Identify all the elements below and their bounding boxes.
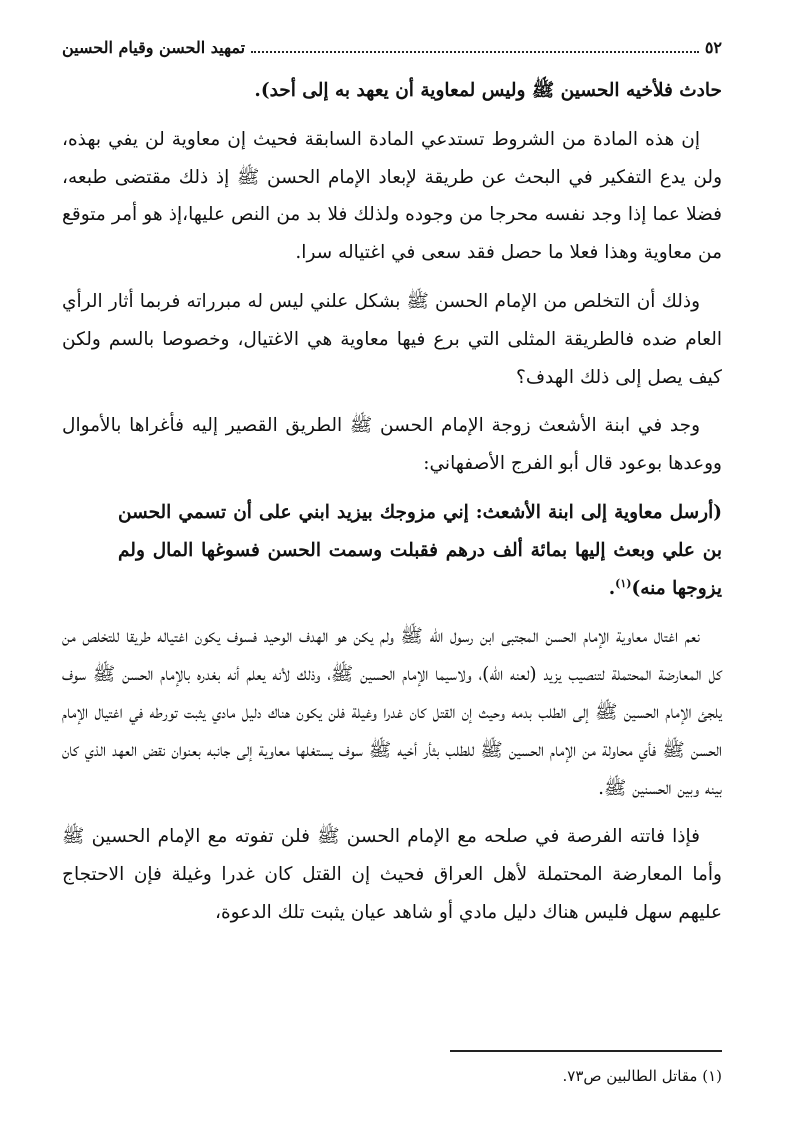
running-header [62, 33, 722, 59]
quotation-end: . [608, 577, 616, 599]
page-body [62, 72, 722, 943]
paragraph-2: وذلك أن التخلص من الإمام الحسن ﷺ بشكل علني ليس له مبرراته فربما أثار الرأي العام ضده فالطريقة المثلى التي برع فيها معاوية هي الاغتيال، وخصوصا بالسم ولكن كيف يصل إلى ذلك الهدف؟ [62, 290, 722, 388]
paragraph-4: نعم اغتال معاوية الإمام الحسن المجتبى ابن رسول الله ﷺ ولم يكن هو الهدف الوحيد فسوف يكون اغتياله طريقا للتخلص من كل المعارضة المحتملة لتنصيب يزيد (لعنه الله)، ولاسيما الإمام الحسين ﷺ، وذلك لأنه يعلم أنه بغدره بالإمام الحسن ﷺ سوف يلجئ الإمام الحسين ﷺ إلى الطلب بدمه وحيث إن القتل كان غدرا وغيلة فلن يكون هناك دليل مادي يثبت تورطه في اغتيال الإمام الحسن ﷺ فأي محاولة من الإمام الحسين ﷺ للطلب بثأر أخيه ﷺ سوف يستغلها معاوية إلى جانبه بعنوان نقض العهد الذي كان بينه وبين الحسنين ﷺ. [62, 626, 722, 799]
running-title: تمهيد الحسن وقيام الحسين [62, 38, 246, 57]
page-number: ٥٢ [704, 38, 722, 57]
footnote-reference: (١) [615, 576, 632, 590]
footnote-divider [450, 1050, 722, 1052]
paragraph-1: إن هذه المادة من الشروط تستدعي المادة السابقة فحيث إن معاوية لن يفي بهذه، ولن يدع التفكير في البحث عن طريقة لإبعاد الإمام الحسن ﷺ إذ ذلك مقتضى طبعه، فضلا عما إذا وجد نفسه محرجا من وجوده ولذلك فلا بد من النص عليها،إذ هو أمر متوقع من معاوية وهذا فعلا ما حصل فقد سعى في اغتياله سرا. [62, 128, 722, 264]
quotation-block [62, 494, 722, 607]
footnote: (١) مقاتل الطالبين ص٧٣. [562, 1067, 722, 1085]
header-leader-dots [251, 51, 699, 53]
quotation-text: (أرسل معاوية إلى ابنة الأشعث: إني مزوجك بيزيد ابني على أن تسمي الحسن بن علي وبعث إليها بمائة ألف درهم فقبلت وسمت الحسن فسوغها المال ولم يزوجها منه) [118, 501, 722, 599]
paragraph-5: فإذا فاتته الفرصة في صلحه مع الإمام الحسن ﷺ فلن تفوته مع الإمام الحسين ﷺ وأما المعارضة المحتملة لأهل العراق فحيث إن القتل كان غدرا وغيلة فإن الاحتجاج عليهم سهل فليس هناك دليل مادي أو شاهد عيان يثبت تلك الدعوة، [62, 826, 722, 923]
paragraph-3: وجد في ابنة الأشعث زوجة الإمام الحسن ﷺ الطريق القصير إليه فأغراها بالأموال ووعدها بوعود قال أبو الفرج الأصفهاني: [62, 415, 722, 475]
paragraph-continuation: حادث فلأخيه الحسين ﷺ وليس لمعاوية أن يعهد به إلى أحد). [254, 80, 722, 101]
